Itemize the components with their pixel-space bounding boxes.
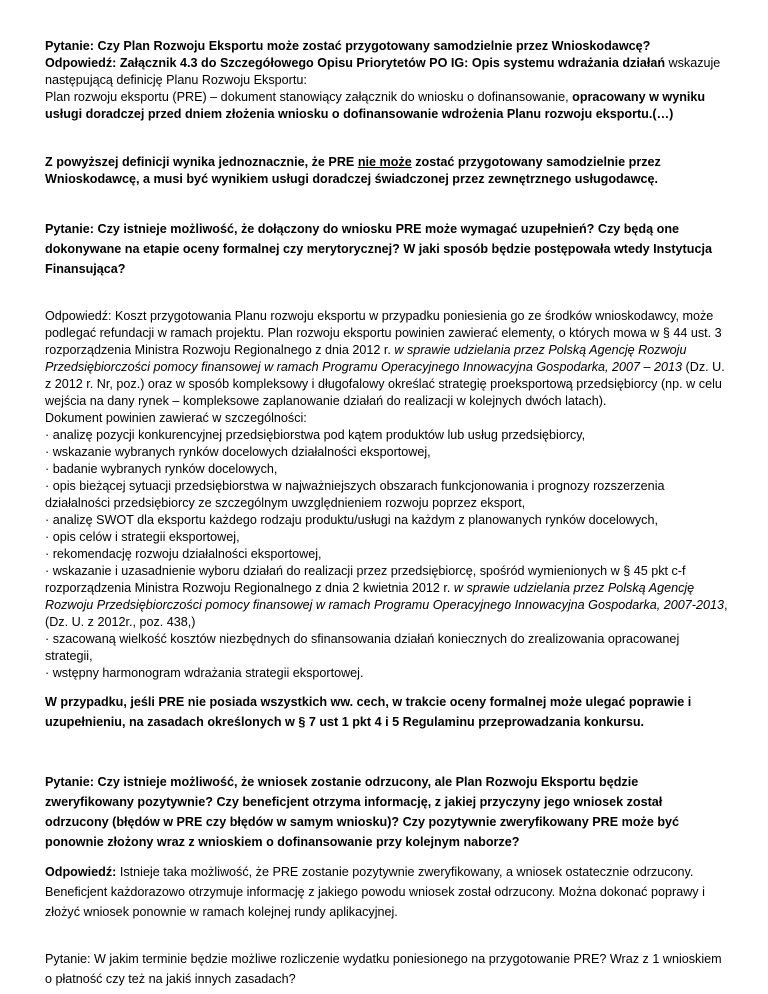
- pre-definition-bold: opracowany w wyniku usługi doradczej przed dniem złożenia wniosku o dofinansowanie wdrożenia Planu rozwoju eksportu.(…): [45, 90, 706, 121]
- list-item: · szacowaną wielkość kosztów niezbędnych do sfinansowania działań koniecznych do zrealizowania opracowanej strategii,: [45, 632, 680, 663]
- answer-1-label: Odpowiedź: Załącznik 4.3 do Szczegółowego Opisu Priorytetów PO IG: Opis systemu wdrażania działań: [45, 56, 666, 70]
- question-3: Pytanie: Czy istnieje możliwość, że wniosek zostanie odrzucony, ale Plan Rozwoju Eksportu będzie zweryfikowany pozytywnie? Czy beneficjent otrzyma informację, z jakiej przyczyny jego wniosek został odrzucony (błędów w PRE czy błędów w samym wniosku)? Czy pozytywnie zweryfikowany PRE może być ponownie złożony wraz z wnioskiem o dofinansowanie przy kolejnym naborze?: [45, 775, 680, 849]
- list-item: · opis celów i strategii eksportowej,: [45, 530, 240, 544]
- conclusion-part2: zostać przygotowany samodzielnie przez Wnioskodawcę, a musi być wynikiem usługi doradczej świadczonej przez zewnętrznego usługodawcę.: [45, 155, 661, 186]
- answer-2-paragraph: [45, 308, 728, 410]
- list-item: · wskazanie wybranych rynków docelowych działalności eksportowej,: [45, 445, 431, 459]
- regulation-title-2: w sprawie udzielania przez Polską Agencję Rozwoju Przedsiębiorczości pomocy finansowej w ramach Programu Operacyjnego Innowacyjna Gospodarka, 2007-2013: [45, 581, 725, 612]
- correction-paragraph: W przypadku, jeśli PRE nie posiada wszystkich ww. cech, w trakcie oceny formalnej może ulegać poprawie i uzupełnieniu, na zasadach określonych w § 7 ust 1 pkt 4 i 5 Regulaminu przeprowadzania konkursu.: [45, 695, 692, 729]
- conclusion-part1: Z powyższej definicji wynika jednoznacznie, że PRE: [45, 155, 358, 169]
- answer-3: [45, 862, 728, 922]
- list-item: · opis bieżącej sytuacji przedsiębiorstwa w najważniejszych obszarach funkcjonowania i prognozy rozszerzenia działalności przedsiębiorcy ze szczególnym uwzględnieniem rozwoju poprzez eksport,: [45, 479, 665, 510]
- pre-definition: [45, 89, 728, 123]
- answer-3-label: Odpowiedź:: [45, 865, 117, 879]
- answer-1-intro-text: wskazuje następującą definicję Planu Rozwoju Eksportu:: [45, 56, 721, 87]
- regulation-title: w sprawie udzielania przez Polską Agencję Rozwoju Przedsiębiorczości pomocy finansowej w ramach Programu Operacyjnego Innowacyjna Gospodarka, 2007 – 2013: [45, 343, 687, 374]
- question-2: Pytanie: Czy istnieje możliwość, że dołączony do wniosku PRE może wymagać uzupełnień? Czy będą one dokonywane na etapie oceny formalnej czy merytorycznej? W jaki sposób będzie postępowała wtedy Instytucja Finansująca?: [45, 222, 712, 276]
- list-item: · analizę pozycji konkurencyjnej przedsiębiorstwa pod kątem produktów lub usług przedsiębiorcy,: [45, 428, 586, 442]
- list-item: · rekomendację rozwoju działalności eksportowej,: [45, 547, 322, 561]
- question-4: Pytanie: W jakim terminie będzie możliwe rozliczenie wydatku poniesionego na przygotowanie PRE? Wraz z 1 wnioskiem o płatność czy też na jakiś innych zasadach?: [45, 952, 722, 986]
- list-item-8-text-b: , (Dz. U. z 2012r., poz. 438,): [45, 598, 728, 629]
- answer-2-text-b: (Dz. U. z 2012 r. Nr, poz.) oraz w sposób kompleksowy i długofalowy określać strategię proeksportową przedsiębiorcy (np. w celu wejścia na dany rynek – kompleksowe zaplanowanie działań do realizacji w kolejnych dwóch latach).: [45, 360, 725, 408]
- list-item: · analizę SWOT dla eksportu każdego rodzaju produktu/usługi na każdym z planowanych rynków docelowych,: [45, 513, 658, 527]
- answer-1-intro: [45, 55, 728, 89]
- list-item: · wstępny harmonogram wdrażania strategii eksportowej.: [45, 666, 364, 680]
- list-item: [45, 563, 728, 631]
- list-intro: Dokument powinien zawierać w szczególności:: [45, 411, 307, 425]
- conclusion-paragraph: [45, 154, 728, 188]
- conclusion-underlined: nie może: [357, 155, 412, 169]
- pre-definition-text: Plan rozwoju eksportu (PRE) – dokument stanowiący załącznik do wniosku o dofinansowanie,: [45, 90, 573, 104]
- list-item: · badanie wybranych rynków docelowych,: [45, 462, 278, 476]
- answer-3-text: Istnieje taka możliwość, że PRE zostanie pozytywnie zweryfikowany, a wniosek ostatecznie odrzucony. Beneficjent każdorazowo otrzymuje informację z jakiego powodu wniosek został odrzucony. Można dokonać poprawy i złożyć wniosek ponownie w ramach kolejnej rundy aplikacyjnej.: [45, 865, 705, 919]
- answer-2-text-a: Odpowiedź: Koszt przygotowania Planu rozwoju eksportu w przypadku poniesienia go ze środków wnioskodawcy, może podlegać refundacji w ramach projektu. Plan rozwoju eksportu powinien zawierać elementy, o których mowa w § 44 ust. 3 rozporządzenia Ministra Rozwoju Regionalnego z dnia 2012 r.: [45, 309, 722, 357]
- list-item-8-text-a: · wskazanie i uzasadnienie wyboru działań do realizacji przez przedsiębiorcę, spośród wymienionych w § 45 pkt c-f rozporządzenia Ministra Rozwoju Regionalnego z dnia 2 kwietnia 2012 r.: [45, 564, 686, 595]
- question-1: Pytanie: Czy Plan Rozwoju Eksportu może zostać przygotowany samodzielnie przez Wnioskodawcę?: [45, 39, 651, 53]
